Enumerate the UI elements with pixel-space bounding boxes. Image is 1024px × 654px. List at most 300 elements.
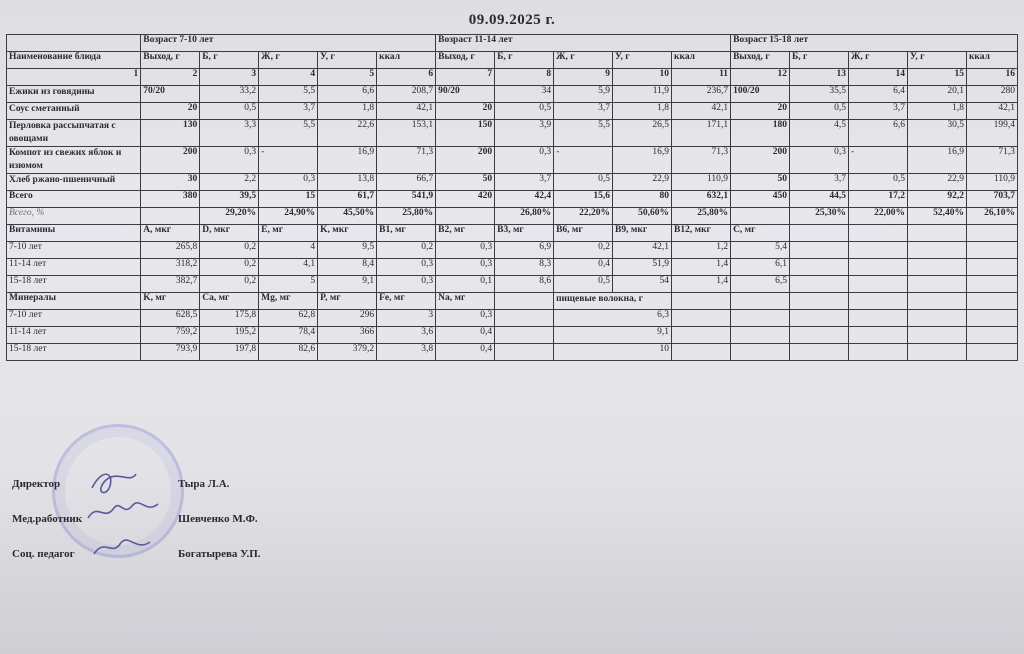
mineral-value: 759,2	[141, 327, 200, 344]
total-percent-value: 22,00%	[849, 208, 908, 225]
dish-value: 5,9	[554, 86, 613, 103]
mineral-value: 82,6	[259, 344, 318, 361]
dish-value: 200	[436, 147, 495, 174]
dish-value: 42,1	[672, 103, 731, 120]
vitamin-value: 4,1	[259, 259, 318, 276]
total-value: 61,7	[318, 191, 377, 208]
dish-value: 66,7	[377, 174, 436, 191]
total-percent-value: 52,40%	[907, 208, 966, 225]
vitamin-header: K, мкг	[318, 225, 377, 242]
table-cell	[907, 242, 966, 259]
dish-value: 13,8	[318, 174, 377, 191]
column-header: Ж, г	[259, 52, 318, 69]
dish-value: 0,3	[200, 147, 259, 174]
vitamin-value: 265,8	[141, 242, 200, 259]
age-label: 7-10 лет	[7, 310, 141, 327]
total-value: 15,6	[554, 191, 613, 208]
table-cell	[907, 310, 966, 327]
table-cell	[790, 344, 849, 361]
document-date: 09.09.2025 г.	[468, 12, 556, 28]
column-header-row	[7, 52, 1018, 69]
dish-row	[7, 147, 1018, 174]
dish-value: 4,5	[790, 120, 849, 147]
dish-value: 100/20	[731, 86, 790, 103]
total-percent-value	[436, 208, 495, 225]
table-cell	[849, 242, 908, 259]
dish-value: 20	[141, 103, 200, 120]
table-cell	[966, 259, 1017, 276]
table-cell	[672, 344, 731, 361]
vitamin-header: E, мг	[259, 225, 318, 242]
mineral-value	[495, 344, 554, 361]
signature-name: Богатырева У.П.	[178, 548, 261, 560]
column-header: Ж, г	[849, 52, 908, 69]
vitamin-value: 8,3	[495, 259, 554, 276]
dish-value: 22,6	[318, 120, 377, 147]
table-cell	[731, 293, 790, 310]
table-cell	[849, 276, 908, 293]
mineral-value: 175,8	[200, 310, 259, 327]
dish-value: 16,9	[613, 147, 672, 174]
dish-name-header: Наименование блюда	[7, 52, 141, 69]
total-value: 44,5	[790, 191, 849, 208]
total-percent-value	[141, 208, 200, 225]
vitamin-row	[7, 242, 1018, 259]
table-cell	[731, 327, 790, 344]
minerals-title: Минералы	[7, 293, 141, 310]
signature-role: Соц. педагог	[12, 548, 75, 560]
table-cell	[790, 293, 849, 310]
vitamin-value: 0,3	[436, 259, 495, 276]
dish-row	[7, 174, 1018, 191]
column-number: 3	[200, 69, 259, 86]
mineral-value: 78,4	[259, 327, 318, 344]
mineral-value: 628,5	[141, 310, 200, 327]
dish-value: 153,1	[377, 120, 436, 147]
table-cell	[966, 293, 1017, 310]
total-percent-value: 25,30%	[790, 208, 849, 225]
column-number: 15	[907, 69, 966, 86]
mineral-value: 0,4	[436, 344, 495, 361]
total-percent-value: 26,80%	[495, 208, 554, 225]
table-cell	[907, 344, 966, 361]
mineral-value: 296	[318, 310, 377, 327]
age-group-header: Возраст 7-10 лет	[141, 35, 436, 52]
dish-name: Ежики из говядины	[7, 86, 141, 103]
dish-value: 150	[436, 120, 495, 147]
dish-value: 71,3	[966, 147, 1017, 174]
dish-value: 20	[731, 103, 790, 120]
table-cell	[966, 344, 1017, 361]
column-number: 10	[613, 69, 672, 86]
vitamin-value: 5	[259, 276, 318, 293]
vitamin-value: 4	[259, 242, 318, 259]
vitamin-value: 54	[613, 276, 672, 293]
dish-value: 3,9	[495, 120, 554, 147]
table-cell	[672, 293, 731, 310]
dish-value: 3,3	[200, 120, 259, 147]
table-cell	[849, 344, 908, 361]
vitamin-value: 8,6	[495, 276, 554, 293]
mineral-header: пищевые волокна, г	[554, 293, 672, 310]
column-header: Б, г	[200, 52, 259, 69]
vitamin-header: A, мкг	[141, 225, 200, 242]
dish-value: 3,7	[259, 103, 318, 120]
dish-value: 208,7	[377, 86, 436, 103]
table-cell	[966, 276, 1017, 293]
mineral-header: K, мг	[141, 293, 200, 310]
dish-value: 22,9	[613, 174, 672, 191]
age-label: 15-18 лет	[7, 344, 141, 361]
total-value: 80	[613, 191, 672, 208]
mineral-value: 366	[318, 327, 377, 344]
table-cell	[966, 242, 1017, 259]
dish-value: 16,9	[907, 147, 966, 174]
dish-value: 3,7	[554, 103, 613, 120]
mineral-value: 0,3	[436, 310, 495, 327]
total-percent-value: 24,90%	[259, 208, 318, 225]
table-cell	[790, 225, 849, 242]
dish-value: 0,5	[790, 103, 849, 120]
vitamin-header: B12, мкг	[672, 225, 731, 242]
mineral-value: 6,3	[554, 310, 672, 327]
dish-value: 16,9	[318, 147, 377, 174]
dish-value: 110,9	[966, 174, 1017, 191]
column-number: 8	[495, 69, 554, 86]
column-number: 4	[259, 69, 318, 86]
table-cell	[790, 242, 849, 259]
vitamin-header: C, мг	[731, 225, 790, 242]
column-number: 16	[966, 69, 1017, 86]
vitamin-header: B1, мг	[377, 225, 436, 242]
total-value: 703,7	[966, 191, 1017, 208]
age-label: 7-10 лет	[7, 242, 141, 259]
table-cell	[966, 310, 1017, 327]
dish-value: 6,4	[849, 86, 908, 103]
menu-table	[6, 34, 1018, 361]
dish-value: 171,1	[672, 120, 731, 147]
dish-value: 90/20	[436, 86, 495, 103]
table-cell	[849, 225, 908, 242]
dish-value: 26,5	[613, 120, 672, 147]
dish-value: 3,7	[495, 174, 554, 191]
column-header: Ж, г	[554, 52, 613, 69]
vitamin-value: 1,4	[672, 259, 731, 276]
total-percent-value: 25,80%	[377, 208, 436, 225]
handwritten-signatures	[84, 458, 164, 568]
total-percent-value: 26,10%	[966, 208, 1017, 225]
column-number-row	[7, 69, 1018, 86]
table-cell	[907, 293, 966, 310]
minerals-header-row	[7, 293, 1018, 310]
dish-value: 200	[141, 147, 200, 174]
mineral-value	[495, 327, 554, 344]
age-group-header: Возраст 15-18 лет	[731, 35, 1018, 52]
table-cell	[849, 310, 908, 327]
age-group-row	[7, 35, 1018, 52]
dish-name: Хлеб ржано-пшеничный	[7, 174, 141, 191]
dish-value: 180	[731, 120, 790, 147]
signature-role: Директор	[12, 478, 61, 490]
dish-value: 3,7	[790, 174, 849, 191]
total-value: 42,4	[495, 191, 554, 208]
table-cell	[966, 327, 1017, 344]
vitamins-title: Витамины	[7, 225, 141, 242]
dish-value: 0,3	[790, 147, 849, 174]
vitamin-value: 0,2	[554, 242, 613, 259]
vitamin-value: 6,1	[731, 259, 790, 276]
dish-value: 0,3	[259, 174, 318, 191]
column-number: 6	[377, 69, 436, 86]
total-percent-value: 29,20%	[200, 208, 259, 225]
vitamin-value: 0,2	[200, 259, 259, 276]
column-number: 12	[731, 69, 790, 86]
mineral-value: 3,6	[377, 327, 436, 344]
mineral-header: Mg, мг	[259, 293, 318, 310]
dish-value: 11,9	[613, 86, 672, 103]
dish-value: 30	[141, 174, 200, 191]
dish-value: 5,5	[259, 86, 318, 103]
dish-value: 3,7	[849, 103, 908, 120]
dish-name: Соус сметанный	[7, 103, 141, 120]
vitamin-value: 9,1	[318, 276, 377, 293]
total-row	[7, 191, 1018, 208]
signature-role: Мед.работник	[12, 513, 83, 525]
table-cell	[790, 259, 849, 276]
table-cell	[907, 276, 966, 293]
table-cell	[672, 310, 731, 327]
column-header: Выход, г	[141, 52, 200, 69]
mineral-header: Na, мг	[436, 293, 495, 310]
dish-value: 5,5	[259, 120, 318, 147]
mineral-value: 379,2	[318, 344, 377, 361]
vitamin-value: 0,4	[554, 259, 613, 276]
column-number: 14	[849, 69, 908, 86]
mineral-header: Fe, мг	[377, 293, 436, 310]
total-value: 39,5	[200, 191, 259, 208]
dish-value: 1,8	[907, 103, 966, 120]
vitamin-header: B9, мкг	[613, 225, 672, 242]
table-cell	[731, 344, 790, 361]
dish-value: -	[849, 147, 908, 174]
dish-value: 20,1	[907, 86, 966, 103]
dish-value: 6,6	[318, 86, 377, 103]
total-value: 380	[141, 191, 200, 208]
dish-row	[7, 120, 1018, 147]
signature-name: Шевченко М.Ф.	[178, 513, 258, 525]
total-value: 17,2	[849, 191, 908, 208]
mineral-row	[7, 310, 1018, 327]
total-percent-value: 50,60%	[613, 208, 672, 225]
dish-value: 50	[436, 174, 495, 191]
signature-line	[12, 548, 261, 560]
total-value: 92,2	[907, 191, 966, 208]
age-label: 15-18 лет	[7, 276, 141, 293]
column-header: ккал	[672, 52, 731, 69]
dish-value: 33,2	[200, 86, 259, 103]
vitamin-value: 382,7	[141, 276, 200, 293]
age-group-header: Возраст 11-14 лет	[436, 35, 731, 52]
vitamins-header-row	[7, 225, 1018, 242]
vitamin-header: B3, мг	[495, 225, 554, 242]
dish-value: 200	[731, 147, 790, 174]
dish-value: 110,9	[672, 174, 731, 191]
dish-row	[7, 103, 1018, 120]
vitamin-header: D, мкг	[200, 225, 259, 242]
total-value: 632,1	[672, 191, 731, 208]
vitamin-value: 6,9	[495, 242, 554, 259]
vitamin-value: 5,4	[731, 242, 790, 259]
dish-value: 50	[731, 174, 790, 191]
total-value: 450	[731, 191, 790, 208]
mineral-value: 10	[554, 344, 672, 361]
vitamin-value: 0,3	[377, 276, 436, 293]
dish-value: 130	[141, 120, 200, 147]
dish-name: Компот из свежих яблок и изюмом	[7, 147, 141, 174]
dish-value: -	[259, 147, 318, 174]
table-cell	[790, 276, 849, 293]
total-percent-value: 22,20%	[554, 208, 613, 225]
dish-value: 22,9	[907, 174, 966, 191]
dish-row	[7, 86, 1018, 103]
dish-value: 20	[436, 103, 495, 120]
dish-value: 2,2	[200, 174, 259, 191]
column-number: 13	[790, 69, 849, 86]
mineral-value	[495, 310, 554, 327]
mineral-header	[495, 293, 554, 310]
table-cell	[907, 327, 966, 344]
total-percent-value: 25,80%	[672, 208, 731, 225]
column-header: Выход, г	[436, 52, 495, 69]
table-cell	[7, 35, 141, 52]
column-header: ккал	[966, 52, 1017, 69]
menu-table-body	[7, 35, 1018, 361]
vitamin-value: 0,1	[436, 276, 495, 293]
signature-line	[12, 513, 258, 525]
dish-value: 1,8	[318, 103, 377, 120]
table-cell	[907, 259, 966, 276]
column-number: 11	[672, 69, 731, 86]
dish-value: 280	[966, 86, 1017, 103]
column-number: 1	[7, 69, 141, 86]
vitamin-value: 42,1	[613, 242, 672, 259]
column-header: ккал	[377, 52, 436, 69]
column-number: 2	[141, 69, 200, 86]
dish-value: 42,1	[966, 103, 1017, 120]
column-header: У, г	[907, 52, 966, 69]
dish-name: Перловка рассыпчатая с овощами	[7, 120, 141, 147]
column-header: У, г	[613, 52, 672, 69]
vitamin-value: 51,9	[613, 259, 672, 276]
dish-value: 0,3	[495, 147, 554, 174]
vitamin-value: 0,2	[377, 242, 436, 259]
mineral-row	[7, 344, 1018, 361]
total-label: Всего	[7, 191, 141, 208]
vitamin-header: B6, мг	[554, 225, 613, 242]
dish-value: 42,1	[377, 103, 436, 120]
table-cell	[731, 310, 790, 327]
dish-value: 30,5	[907, 120, 966, 147]
signature-name: Тыра Л.А.	[178, 478, 230, 490]
table-cell	[849, 327, 908, 344]
total-percent-row	[7, 208, 1018, 225]
dish-value: 71,3	[377, 147, 436, 174]
total-percent-label: Всего, %	[7, 208, 141, 225]
column-header: Б, г	[495, 52, 554, 69]
signature-line	[12, 478, 230, 490]
total-percent-value: 45,50%	[318, 208, 377, 225]
mineral-value: 62,8	[259, 310, 318, 327]
table-cell	[966, 225, 1017, 242]
vitamin-row	[7, 259, 1018, 276]
mineral-value: 0,4	[436, 327, 495, 344]
dish-value: -	[554, 147, 613, 174]
age-label: 11-14 лет	[7, 327, 141, 344]
age-label: 11-14 лет	[7, 259, 141, 276]
column-header: Б, г	[790, 52, 849, 69]
mineral-value: 9,1	[554, 327, 672, 344]
column-header: У, г	[318, 52, 377, 69]
vitamin-row	[7, 276, 1018, 293]
dish-value: 70/20	[141, 86, 200, 103]
dish-value: 35,5	[790, 86, 849, 103]
vitamin-value: 0,2	[200, 276, 259, 293]
table-cell	[672, 327, 731, 344]
vitamin-value: 6,5	[731, 276, 790, 293]
dish-value: 0,5	[200, 103, 259, 120]
column-number: 5	[318, 69, 377, 86]
vitamin-value: 318,2	[141, 259, 200, 276]
dish-value: 6,6	[849, 120, 908, 147]
vitamin-header: B2, мг	[436, 225, 495, 242]
mineral-row	[7, 327, 1018, 344]
column-number: 9	[554, 69, 613, 86]
dish-value: 0,5	[495, 103, 554, 120]
total-value: 15	[259, 191, 318, 208]
mineral-header: Ca, мг	[200, 293, 259, 310]
dish-value: 34	[495, 86, 554, 103]
dish-value: 0,5	[849, 174, 908, 191]
total-value: 541,9	[377, 191, 436, 208]
dish-value: 1,8	[613, 103, 672, 120]
mineral-value: 3,8	[377, 344, 436, 361]
column-number: 7	[436, 69, 495, 86]
mineral-value: 195,2	[200, 327, 259, 344]
vitamin-value: 8,4	[318, 259, 377, 276]
vitamin-value: 0,3	[377, 259, 436, 276]
mineral-header: P, мг	[318, 293, 377, 310]
table-cell	[790, 310, 849, 327]
table-cell	[849, 259, 908, 276]
dish-value: 71,3	[672, 147, 731, 174]
vitamin-value: 0,2	[200, 242, 259, 259]
mineral-value: 793,9	[141, 344, 200, 361]
vitamin-value: 1,4	[672, 276, 731, 293]
total-percent-value	[731, 208, 790, 225]
mineral-value: 197,8	[200, 344, 259, 361]
dish-value: 0,5	[554, 174, 613, 191]
column-header: Выход, г	[731, 52, 790, 69]
vitamin-value: 1,2	[672, 242, 731, 259]
dish-value: 5,5	[554, 120, 613, 147]
table-cell	[907, 225, 966, 242]
table-cell	[790, 327, 849, 344]
mineral-value: 3	[377, 310, 436, 327]
dish-value: 199,4	[966, 120, 1017, 147]
table-cell	[849, 293, 908, 310]
vitamin-value: 9,5	[318, 242, 377, 259]
vitamin-value: 0,3	[436, 242, 495, 259]
